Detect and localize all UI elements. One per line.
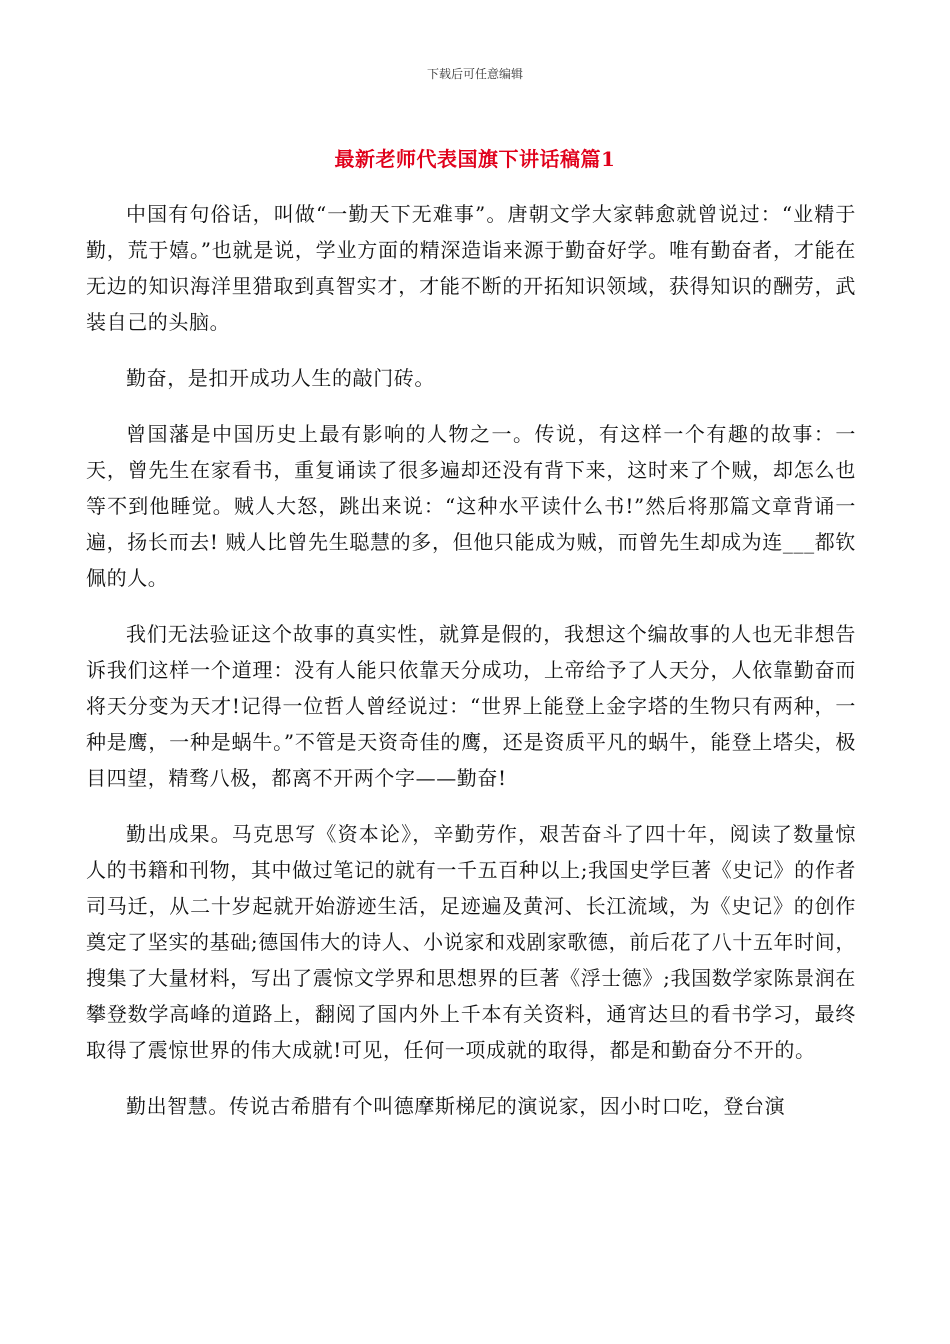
paragraph-5: 勤出成果。马克思写《资本论》，辛勤劳作，艰苦奋斗了四十年，阅读了数量惊人的书籍和刊物，其中做过笔记的就有一千五百种以上;我国史学巨著《史记》的作者司马迁，从二十岁起就开始游迹生活，足迹遍及黄河、长江流域，为《史记》的创作奠定了坚实的基础;德国伟大的诗人、小说家和戏剧家歌德，前后花了八十五年时间，搜集了大量材料，写出了震惊文学界和思想界的巨著《浮士德》;我国数学家陈景润在攀登数学高峰的道路上，翻阅了国内外上千本有关资料，通宵达旦的看书学习，最终取得了震惊世界的伟大成就!可见，任何一项成就的取得，都是和勤奋分不开的。 — [86, 822, 856, 1062]
paragraph-2: 勤奋，是扣开成功人生的敲门砖。 — [126, 366, 435, 390]
paragraph-4: 我们无法验证这个故事的真实性，就算是假的，我想这个编故事的人也无非想告诉我们这样一个道理：没有人能只依靠天分成功，上帝给予了人天分，人依靠勤奋而将天分变为天才!记得一位哲人曾经说过：“世界上能登上金字塔的生物只有两种，一种是鹰，一种是蜗牛。”不管是天资奇佳的鹰，还是资质平凡的蜗牛，能登上塔尖，极目四望，精骛八极，都离不开两个字——勤奋! — [86, 622, 856, 790]
paragraph-3: 曾国藩是中国历史上最有影响的人物之一。传说，有这样一个有趣的故事：一天，曾先生在家看书，重复诵读了很多遍却还没有背下来，这时来了个贼，却怎么也等不到他睡觉。贼人大怒，跳出来说：“这种水平读什么书!”然后将那篇文章背诵一遍，扬长而去! 贼人比曾先生聪慧的多，但他只能成为贼，而曾先生却成为连___都钦佩的人。 — [86, 422, 856, 590]
paragraph-6: 勤出智慧。传说古希腊有个叫德摩斯梯尼的演说家，因小时口吃，登台演 — [126, 1094, 786, 1118]
document-title: 最新老师代表国旗下讲话稿篇1 — [334, 147, 616, 171]
page-header-note: 下载后可任意编辑 — [426, 67, 523, 81]
document-body — [86, 196, 856, 1144]
paragraph-1: 中国有句俗话，叫做“一勤天下无难事”。唐朝文学大家韩愈就曾说过：“业精于勤，荒于嬉。”也就是说，学业方面的精深造诣来源于勤奋好学。唯有勤奋者，才能在无边的知识海洋里猎取到真智实才，才能不断的开拓知识领域，获得知识的酬劳，武装自己的头脑。 — [86, 202, 856, 334]
